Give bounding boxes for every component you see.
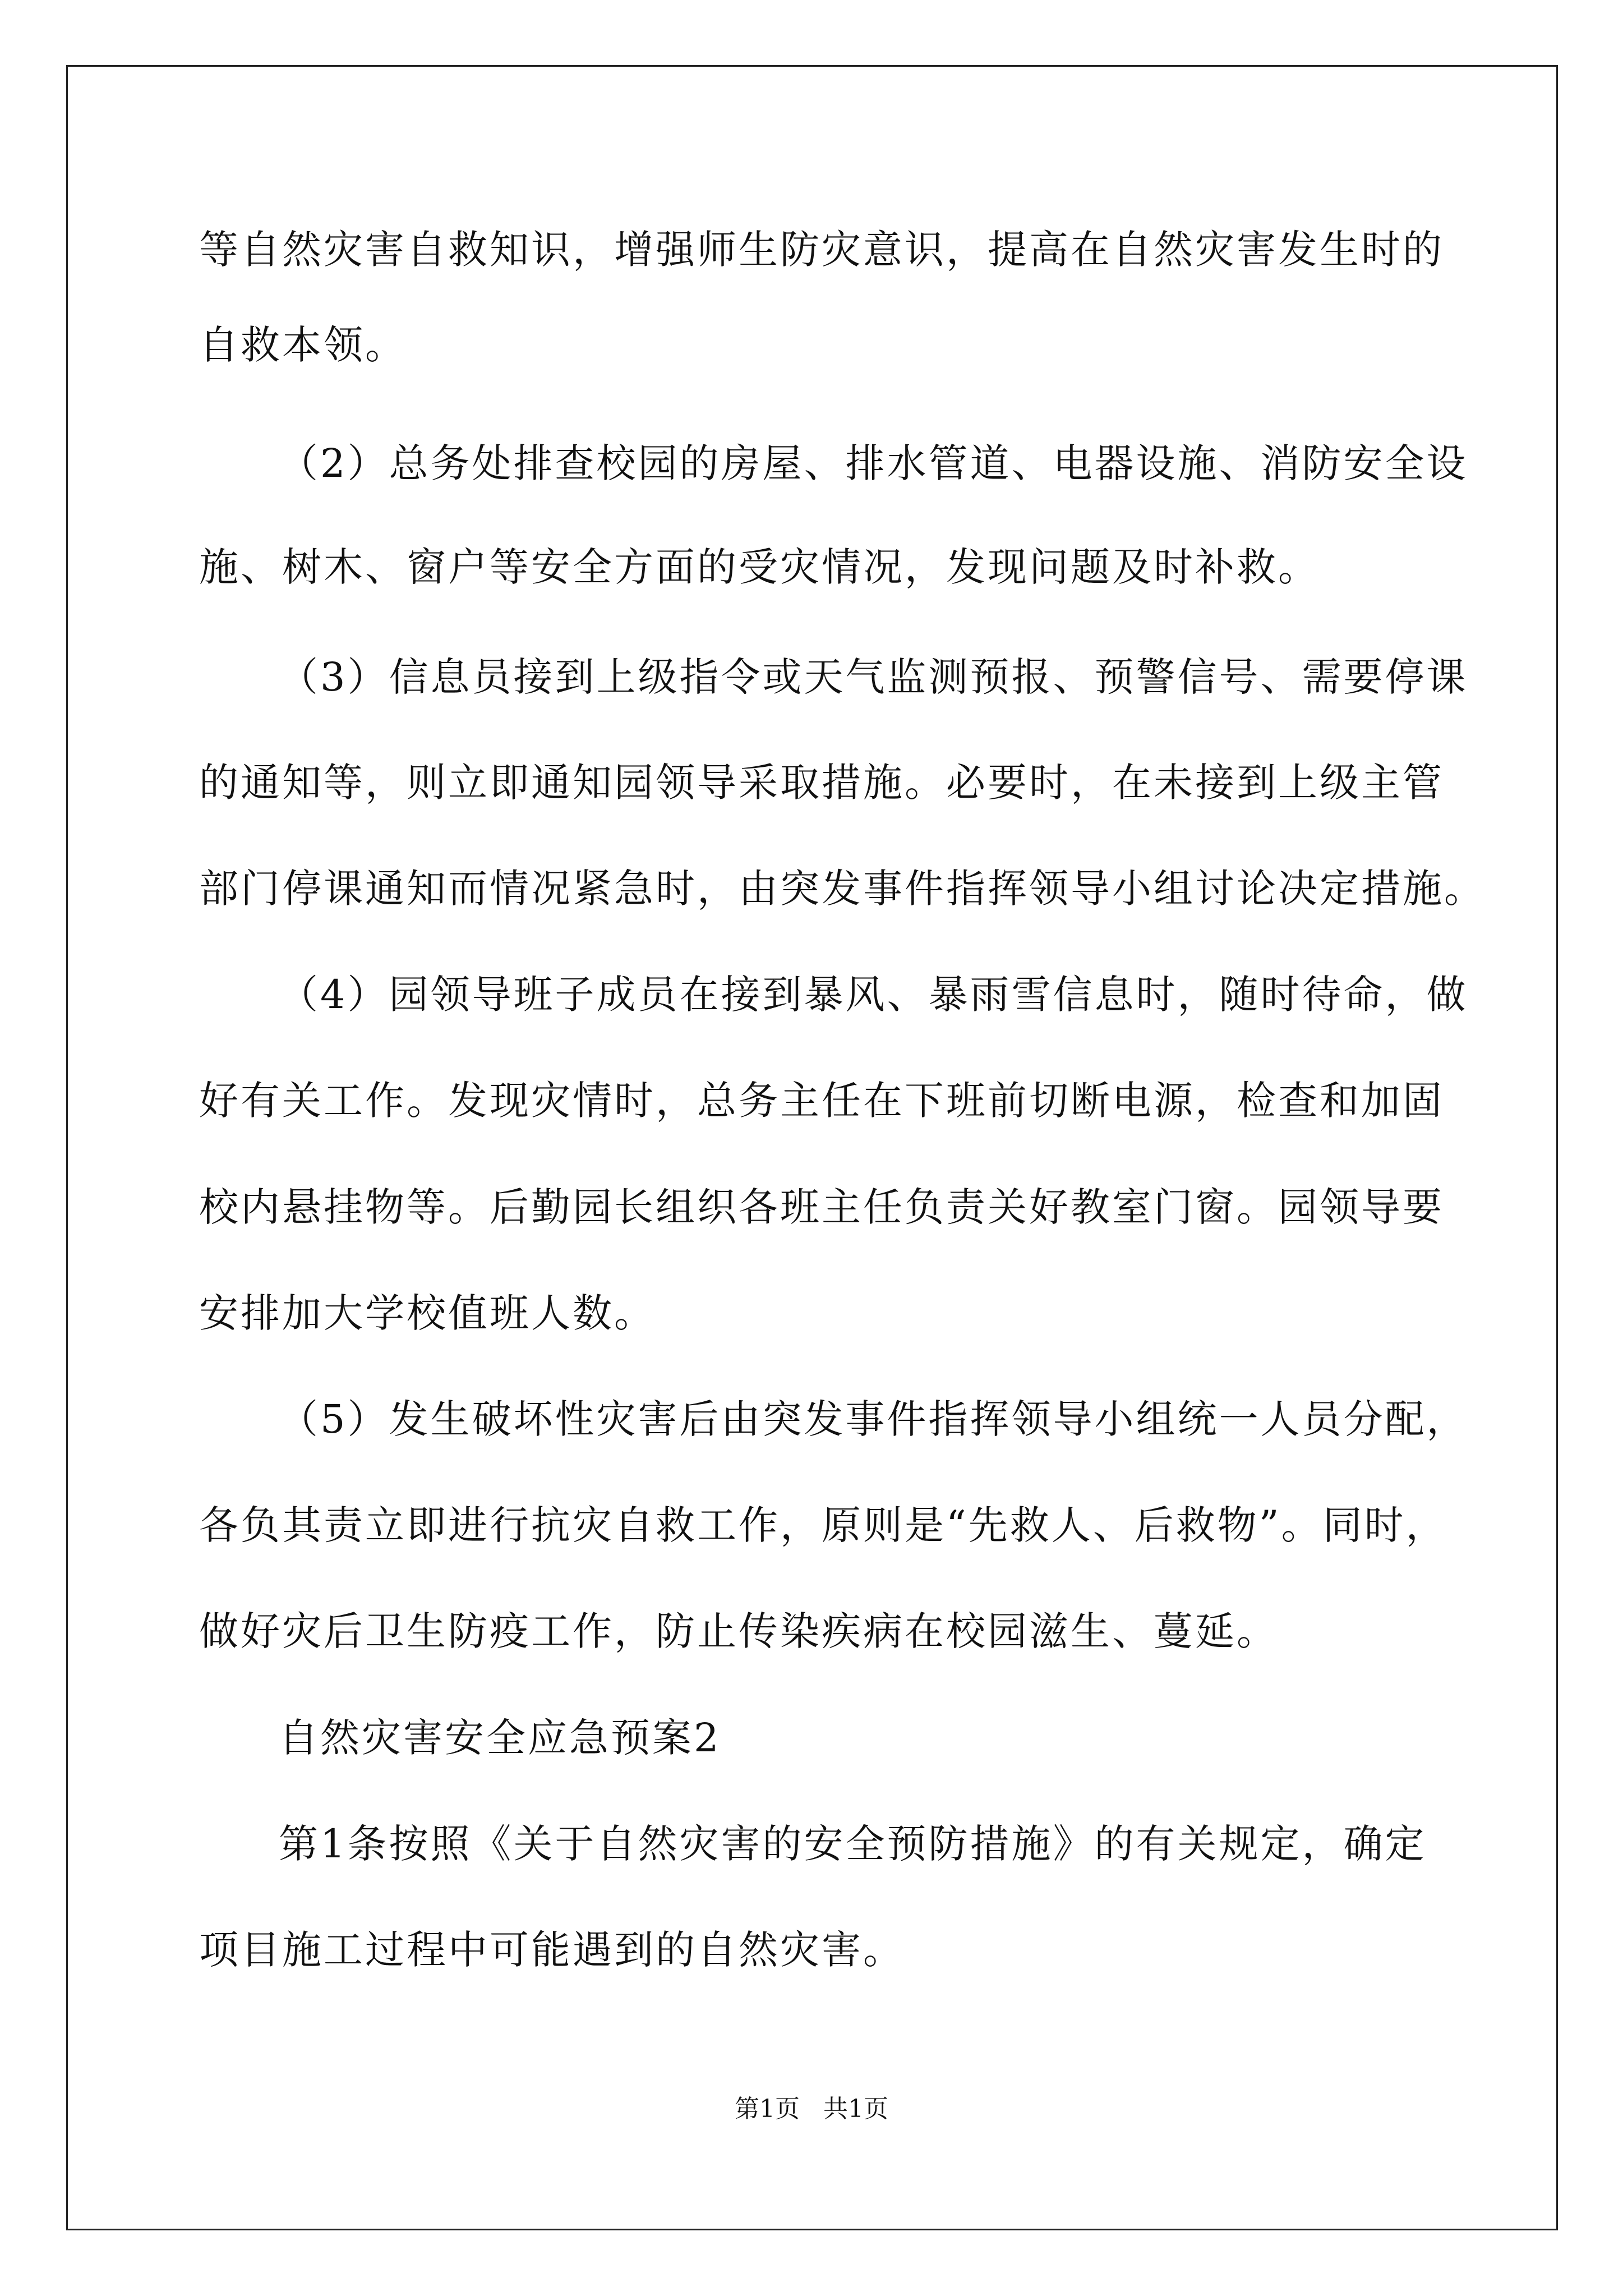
text-line-2: 自救本领。 <box>199 322 407 368</box>
section-heading: 自然灾害安全应急预案2 <box>279 1715 721 1761</box>
text-line-6: 的通知等，则立即通知园领导采取措施。必要时，在未接到上级主管 <box>199 760 1444 806</box>
text-line-16: 第1条按照《关于自然灾害的安全预防措施》的有关规定，确定 <box>279 1821 1427 1867</box>
text-line-8: （4）园领导班子成员在接到暴风、暴雨雪信息时，随时待命，做 <box>279 972 1468 1018</box>
page-number-footer: 第1页 共1页 <box>735 2095 888 2123</box>
text-line-5: （3）信息员接到上级指令或天气监测预报、预警信号、需要停课 <box>279 654 1468 700</box>
text-line-3: （2）总务处排查校园的房屋、排水管道、电器设施、消防安全设 <box>279 440 1468 486</box>
text-line-12: （5）发生破坏性灾害后由突发事件指挥领导小组统一人员分配， <box>279 1396 1468 1442</box>
text-line-13: 各负其责立即进行抗灾自救工作，原则是“先救人、后救物”。同时， <box>199 1502 1447 1548</box>
text-line-17: 项目施工过程中可能遇到的自然灾害。 <box>199 1927 905 1973</box>
page-frame <box>66 65 1558 2230</box>
text-line-11: 安排加大学校值班人数。 <box>199 1290 656 1336</box>
text-line-4: 施、树木、窗户等安全方面的受灾情况，发现问题及时补救。 <box>199 544 1320 590</box>
text-line-9: 好有关工作。发现灾情时，总务主任在下班前切断电源，检查和加固 <box>199 1078 1444 1124</box>
text-line-1: 等自然灾害自救知识，增强师生防灾意识，提高在自然灾害发生时的 <box>199 227 1444 273</box>
text-line-14: 做好灾后卫生防疫工作，防止传染疾病在校园滋生、蔓延。 <box>199 1608 1278 1654</box>
text-line-10: 校内悬挂物等。后勤园长组织各班主任负责关好教室门窗。园领导要 <box>199 1184 1444 1230</box>
text-line-7: 部门停课通知而情况紧急时，由突发事件指挥领导小组讨论决定措施。 <box>199 866 1486 912</box>
